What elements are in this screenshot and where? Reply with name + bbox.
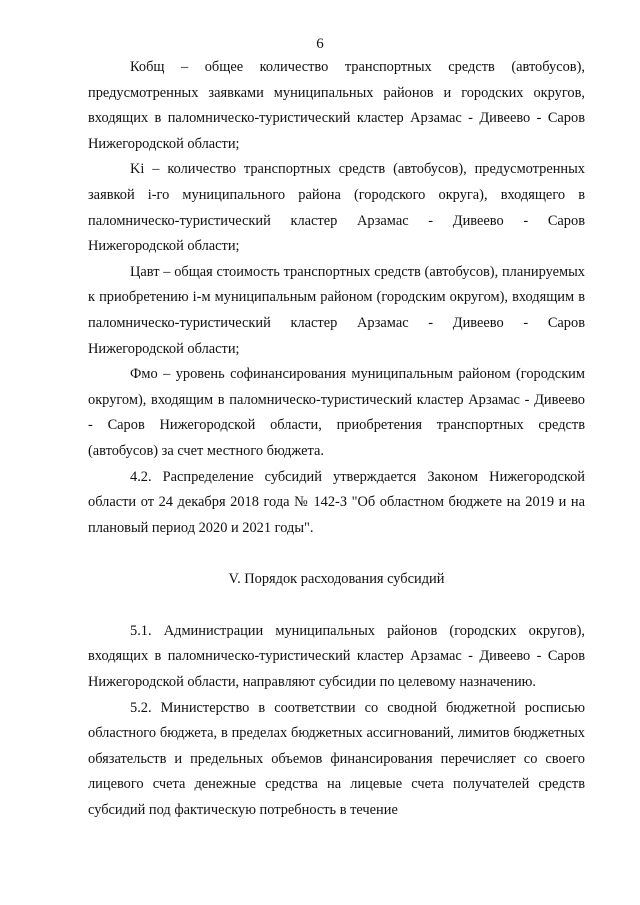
- paragraph-tsavt-definition: Цавт – общая стоимость транспортных средств (автобусов), планируемых к приобретению i-м муниципальным районом (городским округом), входящим в паломническо-туристический кластер Арзамас - Дивеево - Саров Нижегородской области;: [88, 263, 585, 357]
- page-number: 6: [316, 36, 324, 52]
- section-heading: V. Порядок расходования субсидий: [228, 571, 445, 588]
- paragraph-5-2: 5.2. Министерство в соответствии со сводной бюджетной росписью областного бюджета, в пределах бюджетных ассигнований, лимитов бюджетных обязательств и предельных объемов финансирования перечисляет со своего лицевого счета денежные средства на лицевые счета получателей средств субсидий под фактическую потребность в течение: [88, 699, 585, 819]
- paragraph-ki-definition: Ki – количество транспортных средств (автобусов), предусмотренных заявкой i-го муниципального района (городского округа), входящего в паломническо-туристический кластер Арзамас - Дивеево - Саров Нижегородской области;: [88, 161, 585, 255]
- paragraph-4-2: 4.2. Распределение субсидий утверждается Законом Нижегородской области от 24 декабря 2018 года № 142-З "Об областном бюджете на 2019 и на плановый период 2020 и 2021 годы".: [88, 468, 585, 536]
- document-body: [88, 55, 585, 824]
- paragraph-fmo-definition: Фмо – уровень софинансирования муниципальным районом (городским округом), входящим в паломническо-туристический кластер Арзамас - Дивеево - Саров Нижегородской области, приобретения транспортных средств (автобусов) за счет местного бюджета.: [88, 366, 585, 459]
- paragraph-5-1: 5.1. Администрации муниципальных районов (городских округов), входящих в паломническо-туристический кластер Арзамас - Дивеево - Саров Нижегородской области, направляют субсидии по целевому назначению.: [88, 622, 585, 691]
- paragraph-kobshch-definition: Кобщ – общее количество транспортных средств (автобусов), предусмотренных заявками муниципальных районов и городских округов, входящих в паломническо-туристический кластер Арзамас - Дивеево - Саров Нижегородской области;: [88, 59, 585, 152]
